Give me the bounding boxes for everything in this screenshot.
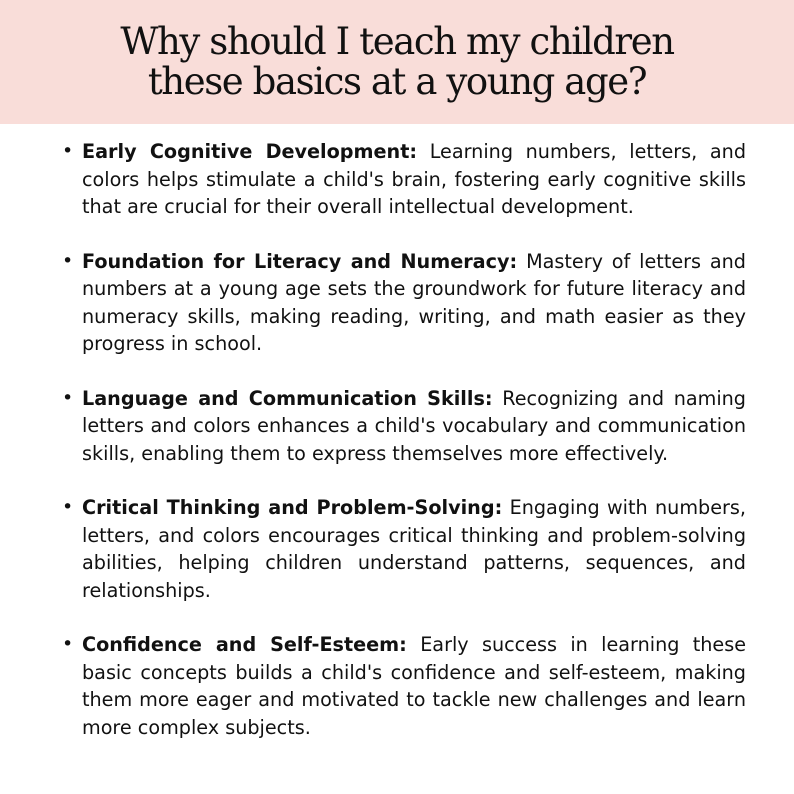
item-label: Critical Thinking and Problem-Solving: — [82, 496, 503, 519]
list-item-language-communication — [62, 385, 746, 468]
title-banner — [0, 0, 794, 124]
item-text: Engaging with numbers, letters, and colors encourages critical thinking and problem-solving abilities, helping children understand patterns, sequences, and relationships. — [82, 496, 746, 602]
item-text: Recognizing and naming letters and colors enhances a child's vocabulary and communication skills, enabling them to express themselves more effectively. — [82, 386, 746, 465]
list-item-literacy-numeracy — [62, 248, 746, 358]
bullet-icon: • — [62, 496, 74, 518]
item-text: Mastery of letters and numbers at a young age sets the groundwork for future literacy and numeracy skills, making reading, writing, and math easier as they progress in school. — [82, 249, 746, 355]
bullet-icon: • — [62, 140, 74, 162]
page-title-line-1: Why should I teach my children — [120, 20, 674, 63]
list-item-critical-thinking — [62, 494, 746, 604]
item-label: Early Cognitive Development: — [82, 140, 418, 163]
item-text: Learning numbers, letters, and colors helps stimulate a child's brain, fostering early cognitive skills that are crucial for their overall intellectual development. — [82, 140, 746, 218]
item-label: Foundation for Literacy and Numeracy: — [82, 249, 518, 273]
bullet-icon: • — [62, 249, 74, 272]
item-label: Language and Communication Skills: — [82, 386, 493, 410]
page-title-line-2: these basics at a young age? — [147, 60, 647, 103]
list-item-cognitive-development — [62, 138, 746, 221]
benefits-list — [62, 138, 746, 768]
list-item-confidence — [62, 631, 746, 741]
item-text: Early success in learning these basic concepts builds a child's confidence and self-esteem, making them more eager and motivated to tackle new challenges and learn more complex subjects. — [82, 633, 747, 739]
bullet-icon: • — [62, 633, 74, 655]
item-label: Confidence and Self-Esteem: — [82, 633, 407, 656]
bullet-icon: • — [62, 386, 74, 409]
